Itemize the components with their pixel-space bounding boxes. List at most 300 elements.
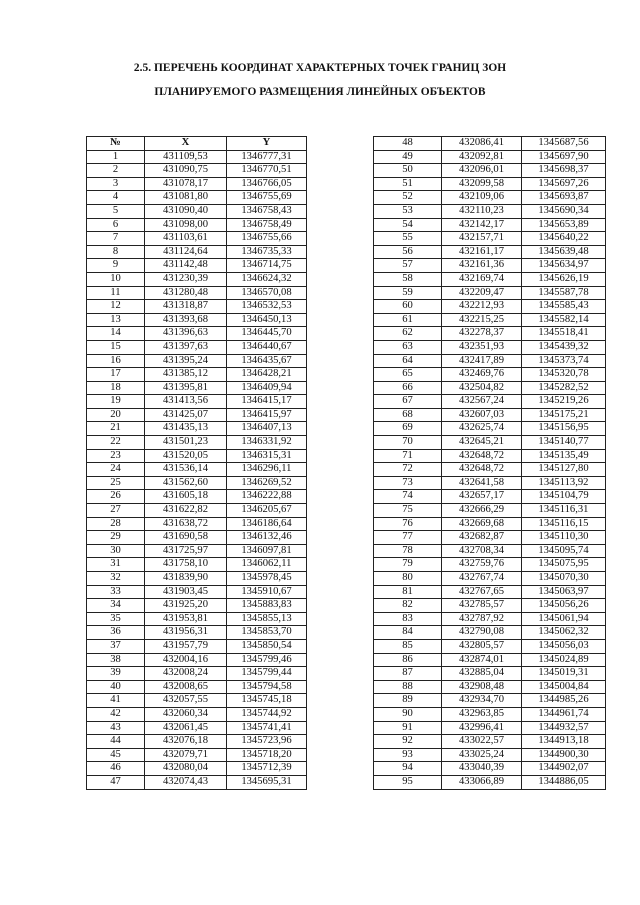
coord-x: 431078,17 xyxy=(145,177,227,191)
table-row xyxy=(374,721,606,735)
table-row xyxy=(87,721,307,735)
point-number: 6 xyxy=(87,218,145,232)
coord-x: 432161,36 xyxy=(442,259,522,273)
coord-y: 1345741,41 xyxy=(227,721,307,735)
coord-x: 432099,58 xyxy=(442,177,522,191)
point-number: 9 xyxy=(87,259,145,273)
point-number: 63 xyxy=(374,340,442,354)
coord-x: 431230,39 xyxy=(145,272,227,286)
point-number: 27 xyxy=(87,504,145,518)
table-row xyxy=(374,245,606,259)
coord-x: 431953,81 xyxy=(145,612,227,626)
coord-x: 432142,17 xyxy=(442,218,522,232)
coord-x: 432469,76 xyxy=(442,368,522,382)
coord-x: 432641,58 xyxy=(442,476,522,490)
coord-y: 1345095,74 xyxy=(522,544,606,558)
coord-x: 431397,63 xyxy=(145,340,227,354)
point-number: 64 xyxy=(374,354,442,368)
coord-y: 1345373,74 xyxy=(522,354,606,368)
coord-y: 1346758,49 xyxy=(227,218,307,232)
table-row xyxy=(87,612,307,626)
point-number: 93 xyxy=(374,748,442,762)
table-row xyxy=(87,232,307,246)
table-row xyxy=(87,775,307,789)
coord-y: 1346440,67 xyxy=(227,340,307,354)
coord-x: 432110,23 xyxy=(442,204,522,218)
coord-x: 432074,43 xyxy=(145,775,227,789)
coord-y: 1345282,52 xyxy=(522,381,606,395)
table-row xyxy=(374,232,606,246)
point-number: 38 xyxy=(87,653,145,667)
table-row xyxy=(87,164,307,178)
point-number: 84 xyxy=(374,626,442,640)
coord-x: 431318,87 xyxy=(145,300,227,314)
coord-x: 432996,41 xyxy=(442,721,522,735)
coord-x: 432963,85 xyxy=(442,707,522,721)
point-number: 46 xyxy=(87,762,145,776)
table-header-row xyxy=(87,137,307,151)
coord-x: 432767,65 xyxy=(442,585,522,599)
coord-x: 432645,21 xyxy=(442,436,522,450)
table-row xyxy=(87,463,307,477)
coord-x: 431395,81 xyxy=(145,381,227,395)
table-row xyxy=(374,517,606,531)
point-number: 39 xyxy=(87,667,145,681)
point-number: 28 xyxy=(87,517,145,531)
table-row xyxy=(374,436,606,450)
coord-y: 1345116,15 xyxy=(522,517,606,531)
point-number: 82 xyxy=(374,599,442,613)
table-row xyxy=(87,436,307,450)
coord-x: 431562,60 xyxy=(145,476,227,490)
coord-y: 1345019,31 xyxy=(522,667,606,681)
coord-y: 1345799,46 xyxy=(227,653,307,667)
point-number: 2 xyxy=(87,164,145,178)
coord-x: 432109,06 xyxy=(442,191,522,205)
table-row xyxy=(374,313,606,327)
coord-x: 432759,76 xyxy=(442,558,522,572)
table-row xyxy=(87,272,307,286)
table-row xyxy=(374,177,606,191)
coord-y: 1346415,97 xyxy=(227,408,307,422)
coord-x: 432209,47 xyxy=(442,286,522,300)
coord-x: 431081,80 xyxy=(145,191,227,205)
coord-y: 1345712,39 xyxy=(227,762,307,776)
table-row xyxy=(374,422,606,436)
coord-x: 432079,71 xyxy=(145,748,227,762)
coord-y: 1345063,97 xyxy=(522,585,606,599)
table-row xyxy=(374,449,606,463)
table-row xyxy=(374,707,606,721)
table-row xyxy=(374,408,606,422)
point-number: 47 xyxy=(87,775,145,789)
coord-x: 432625,74 xyxy=(442,422,522,436)
table-row xyxy=(87,572,307,586)
point-number: 22 xyxy=(87,436,145,450)
coord-x: 432805,57 xyxy=(442,639,522,653)
coord-y: 1345697,90 xyxy=(522,150,606,164)
table-row xyxy=(87,517,307,531)
title-line-2: ПЛАНИРУЕМОГО РАЗМЕЩЕНИЯ ЛИНЕЙНЫХ ОБЪЕКТОВ xyxy=(154,86,486,98)
coord-y: 1345582,14 xyxy=(522,313,606,327)
table-row xyxy=(374,368,606,382)
coord-y: 1346770,51 xyxy=(227,164,307,178)
table-row xyxy=(374,150,606,164)
point-number: 88 xyxy=(374,680,442,694)
table-row xyxy=(374,504,606,518)
coord-y: 1345687,56 xyxy=(522,137,606,151)
point-number: 49 xyxy=(374,150,442,164)
coord-y: 1345320,78 xyxy=(522,368,606,382)
point-number: 48 xyxy=(374,137,442,151)
point-number: 13 xyxy=(87,313,145,327)
point-number: 80 xyxy=(374,572,442,586)
coord-x: 432004,16 xyxy=(145,653,227,667)
coord-y: 1346409,94 xyxy=(227,381,307,395)
coord-y: 1346331,92 xyxy=(227,436,307,450)
coord-y: 1345653,89 xyxy=(522,218,606,232)
point-number: 23 xyxy=(87,449,145,463)
coord-y: 1345061,94 xyxy=(522,612,606,626)
table-row xyxy=(87,340,307,354)
coord-x: 431957,79 xyxy=(145,639,227,653)
point-number: 78 xyxy=(374,544,442,558)
coord-y: 1344913,18 xyxy=(522,735,606,749)
table-row xyxy=(87,313,307,327)
table-row xyxy=(87,680,307,694)
table-row xyxy=(374,463,606,477)
point-number: 8 xyxy=(87,245,145,259)
coord-y: 1345156,95 xyxy=(522,422,606,436)
coord-y: 1346532,53 xyxy=(227,300,307,314)
coord-y: 1345626,19 xyxy=(522,272,606,286)
point-number: 17 xyxy=(87,368,145,382)
header-x: X xyxy=(145,137,227,151)
coord-y: 1345634,97 xyxy=(522,259,606,273)
table-row xyxy=(87,245,307,259)
coord-y: 1346428,21 xyxy=(227,368,307,382)
point-number: 26 xyxy=(87,490,145,504)
coord-y: 1346415,17 xyxy=(227,395,307,409)
coord-x: 432607,03 xyxy=(442,408,522,422)
coord-y: 1345110,30 xyxy=(522,531,606,545)
coord-y: 1346777,31 xyxy=(227,150,307,164)
coordinates-table-right xyxy=(373,136,606,790)
table-row xyxy=(87,735,307,749)
coord-y: 1346755,66 xyxy=(227,232,307,246)
coord-y: 1346296,11 xyxy=(227,463,307,477)
table-row xyxy=(374,762,606,776)
coord-x: 431395,24 xyxy=(145,354,227,368)
coord-y: 1345799,44 xyxy=(227,667,307,681)
coord-y: 1346435,67 xyxy=(227,354,307,368)
point-number: 76 xyxy=(374,517,442,531)
table-row xyxy=(374,272,606,286)
table-row xyxy=(87,177,307,191)
coord-y: 1345723,96 xyxy=(227,735,307,749)
point-number: 74 xyxy=(374,490,442,504)
coord-y: 1345175,21 xyxy=(522,408,606,422)
point-number: 91 xyxy=(374,721,442,735)
coord-y: 1345116,31 xyxy=(522,504,606,518)
coord-x: 431758,10 xyxy=(145,558,227,572)
point-number: 83 xyxy=(374,612,442,626)
coord-y: 1346714,75 xyxy=(227,259,307,273)
table-row xyxy=(87,422,307,436)
coord-x: 432790,08 xyxy=(442,626,522,640)
table-row xyxy=(87,626,307,640)
point-number: 72 xyxy=(374,463,442,477)
coord-y: 1346315,31 xyxy=(227,449,307,463)
point-number: 57 xyxy=(374,259,442,273)
table-row xyxy=(374,191,606,205)
coord-x: 432212,93 xyxy=(442,300,522,314)
coord-x: 432908,48 xyxy=(442,680,522,694)
point-number: 34 xyxy=(87,599,145,613)
coord-y: 1345113,92 xyxy=(522,476,606,490)
table-row xyxy=(87,544,307,558)
coord-x: 432061,45 xyxy=(145,721,227,735)
coord-x: 432076,18 xyxy=(145,735,227,749)
coord-x: 432934,70 xyxy=(442,694,522,708)
table-row xyxy=(87,599,307,613)
coord-y: 1344932,57 xyxy=(522,721,606,735)
coord-y: 1345518,41 xyxy=(522,327,606,341)
table-row xyxy=(87,585,307,599)
point-number: 20 xyxy=(87,408,145,422)
coord-y: 1345639,48 xyxy=(522,245,606,259)
point-number: 92 xyxy=(374,735,442,749)
table-row xyxy=(374,653,606,667)
table-row xyxy=(374,218,606,232)
coord-y: 1345585,43 xyxy=(522,300,606,314)
table-row xyxy=(87,327,307,341)
point-number: 16 xyxy=(87,354,145,368)
point-number: 12 xyxy=(87,300,145,314)
table-row xyxy=(87,762,307,776)
coord-x: 431520,05 xyxy=(145,449,227,463)
coord-x: 431396,63 xyxy=(145,327,227,341)
coord-y: 1345698,37 xyxy=(522,164,606,178)
point-number: 85 xyxy=(374,639,442,653)
coord-x: 431109,53 xyxy=(145,150,227,164)
coord-y: 1346222,88 xyxy=(227,490,307,504)
coord-y: 1345744,92 xyxy=(227,707,307,721)
coord-y: 1345695,31 xyxy=(227,775,307,789)
coord-y: 1346062,11 xyxy=(227,558,307,572)
point-number: 89 xyxy=(374,694,442,708)
coord-y: 1345910,67 xyxy=(227,585,307,599)
table-row xyxy=(374,327,606,341)
coord-x: 432215,25 xyxy=(442,313,522,327)
point-number: 73 xyxy=(374,476,442,490)
coord-x: 431393,68 xyxy=(145,313,227,327)
coord-x: 431103,61 xyxy=(145,232,227,246)
coord-x: 432669,68 xyxy=(442,517,522,531)
table-row xyxy=(374,531,606,545)
coord-y: 1346735,33 xyxy=(227,245,307,259)
table-row xyxy=(87,558,307,572)
point-number: 67 xyxy=(374,395,442,409)
coord-x: 433022,57 xyxy=(442,735,522,749)
coord-y: 1344902,07 xyxy=(522,762,606,776)
table-row xyxy=(374,599,606,613)
point-number: 55 xyxy=(374,232,442,246)
point-number: 36 xyxy=(87,626,145,640)
table-row xyxy=(87,300,307,314)
table-row xyxy=(87,259,307,273)
table-row xyxy=(87,694,307,708)
coord-x: 431725,97 xyxy=(145,544,227,558)
coord-x: 431903,45 xyxy=(145,585,227,599)
point-number: 42 xyxy=(87,707,145,721)
document-title xyxy=(40,56,600,104)
coord-x: 432874,01 xyxy=(442,653,522,667)
coord-y: 1345439,32 xyxy=(522,340,606,354)
coord-x: 431605,18 xyxy=(145,490,227,504)
point-number: 94 xyxy=(374,762,442,776)
point-number: 40 xyxy=(87,680,145,694)
coord-x: 432351,93 xyxy=(442,340,522,354)
coord-y: 1346407,13 xyxy=(227,422,307,436)
coord-y: 1346132,46 xyxy=(227,531,307,545)
coord-x: 431536,14 xyxy=(145,463,227,477)
coord-x: 431501,23 xyxy=(145,436,227,450)
coord-y: 1345745,18 xyxy=(227,694,307,708)
coord-y: 1346570,08 xyxy=(227,286,307,300)
coord-x: 432096,01 xyxy=(442,164,522,178)
table-row xyxy=(87,748,307,762)
coord-y: 1345855,13 xyxy=(227,612,307,626)
coord-x: 431638,72 xyxy=(145,517,227,531)
point-number: 95 xyxy=(374,775,442,789)
point-number: 53 xyxy=(374,204,442,218)
coord-x: 432161,17 xyxy=(442,245,522,259)
table-row xyxy=(374,626,606,640)
point-number: 54 xyxy=(374,218,442,232)
point-number: 79 xyxy=(374,558,442,572)
coord-y: 1345004,84 xyxy=(522,680,606,694)
coord-x: 431385,12 xyxy=(145,368,227,382)
coord-y: 1345850,54 xyxy=(227,639,307,653)
coord-x: 432086,41 xyxy=(442,137,522,151)
coord-y: 1345690,34 xyxy=(522,204,606,218)
coord-y: 1345024,89 xyxy=(522,653,606,667)
table-row xyxy=(374,694,606,708)
table-row xyxy=(374,340,606,354)
coord-y: 1344886,05 xyxy=(522,775,606,789)
coord-y: 1345587,78 xyxy=(522,286,606,300)
coord-y: 1345104,79 xyxy=(522,490,606,504)
table-row xyxy=(374,572,606,586)
coord-y: 1345640,22 xyxy=(522,232,606,246)
coord-x: 432682,87 xyxy=(442,531,522,545)
coord-y: 1344985,26 xyxy=(522,694,606,708)
coord-x: 432666,29 xyxy=(442,504,522,518)
header-y: Y xyxy=(227,137,307,151)
table-row xyxy=(374,639,606,653)
coord-x: 432787,92 xyxy=(442,612,522,626)
point-number: 45 xyxy=(87,748,145,762)
coord-x: 431090,75 xyxy=(145,164,227,178)
table-row xyxy=(374,476,606,490)
point-number: 71 xyxy=(374,449,442,463)
coord-y: 1345075,95 xyxy=(522,558,606,572)
table-row xyxy=(374,354,606,368)
table-row xyxy=(374,680,606,694)
point-number: 68 xyxy=(374,408,442,422)
coord-x: 432008,65 xyxy=(145,680,227,694)
coord-x: 431124,64 xyxy=(145,245,227,259)
coord-x: 431622,82 xyxy=(145,504,227,518)
table-row xyxy=(87,218,307,232)
coord-y: 1345219,26 xyxy=(522,395,606,409)
point-number: 1 xyxy=(87,150,145,164)
coord-y: 1345135,49 xyxy=(522,449,606,463)
coord-y: 1345883,83 xyxy=(227,599,307,613)
table-row xyxy=(87,490,307,504)
point-number: 14 xyxy=(87,327,145,341)
table-row xyxy=(87,408,307,422)
coord-x: 432767,74 xyxy=(442,572,522,586)
point-number: 4 xyxy=(87,191,145,205)
coord-y: 1346186,64 xyxy=(227,517,307,531)
point-number: 66 xyxy=(374,381,442,395)
point-number: 35 xyxy=(87,612,145,626)
coord-y: 1345062,32 xyxy=(522,626,606,640)
coord-x: 432504,82 xyxy=(442,381,522,395)
point-number: 86 xyxy=(374,653,442,667)
table-row xyxy=(87,707,307,721)
table-row xyxy=(374,259,606,273)
coord-x: 431142,48 xyxy=(145,259,227,273)
table-row xyxy=(87,191,307,205)
coord-y: 1344900,30 xyxy=(522,748,606,762)
coord-x: 431098,00 xyxy=(145,218,227,232)
table-row xyxy=(87,381,307,395)
point-number: 43 xyxy=(87,721,145,735)
point-number: 24 xyxy=(87,463,145,477)
point-number: 50 xyxy=(374,164,442,178)
point-number: 90 xyxy=(374,707,442,721)
coord-y: 1346445,70 xyxy=(227,327,307,341)
point-number: 30 xyxy=(87,544,145,558)
table-row xyxy=(87,395,307,409)
coord-x: 432157,71 xyxy=(442,232,522,246)
coord-x: 431090,40 xyxy=(145,204,227,218)
coord-x: 432092,81 xyxy=(442,150,522,164)
table-row xyxy=(87,653,307,667)
coord-x: 432060,34 xyxy=(145,707,227,721)
table-row xyxy=(374,286,606,300)
table-row xyxy=(87,667,307,681)
table-row xyxy=(87,504,307,518)
coord-x: 432708,34 xyxy=(442,544,522,558)
coord-y: 1346450,13 xyxy=(227,313,307,327)
coord-x: 433040,39 xyxy=(442,762,522,776)
coord-x: 432417,89 xyxy=(442,354,522,368)
table-row xyxy=(374,558,606,572)
table-row xyxy=(87,531,307,545)
coord-y: 1345718,20 xyxy=(227,748,307,762)
coord-x: 432567,24 xyxy=(442,395,522,409)
point-number: 29 xyxy=(87,531,145,545)
table-row xyxy=(87,286,307,300)
point-number: 37 xyxy=(87,639,145,653)
coord-x: 432885,04 xyxy=(442,667,522,681)
table-row xyxy=(374,490,606,504)
table-row xyxy=(87,368,307,382)
